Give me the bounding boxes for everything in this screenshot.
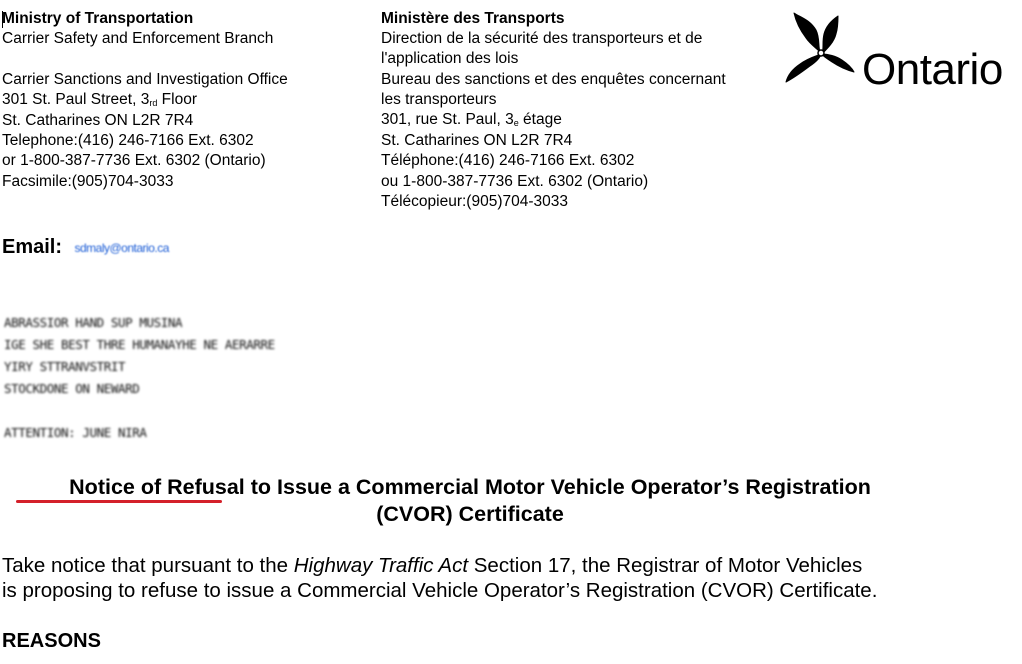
ministry-name-en: Ministry of Transportation [2,10,194,27]
branch-name-fr-2: l'application des lois [381,50,519,68]
red-underline-annotation [16,500,222,503]
fax-fr: Télécopieur:(905)704-3033 [381,192,568,210]
notice-body-paragraph [2,553,1012,603]
street-address-fr: 301, rue St. Paul, 3e étage [381,111,562,129]
notice-title-line-2: (CVOR) Certificate [376,502,564,526]
branch-name-fr-1: Direction de la sécurité des transporteurs et de [381,30,703,48]
telephone-en: Telephone:(416) 246-7166 Ext. 6302 [2,132,254,150]
ministry-french-block [381,9,726,212]
act-name: Highway Traffic Act [293,554,469,577]
office-name-fr-1: Bureau des sanctions et des enquêtes concernant [381,70,726,88]
fax-en: Facsimile:(905)704-3033 [2,172,174,190]
city-address-en: St. Catharines ON L2R 7R4 [2,112,194,129]
email-label: Email: [2,236,63,258]
recipient-line-1: ABRASSIOR HAND SUP MUSINA [4,315,183,330]
body-line-2: is proposing to refuse to issue a Commercial Vehicle Operator’s Registration (CVOR) Certificate. [2,579,878,602]
notice-title-line-1: Notice of Refusal to Issue a Commercial Motor Vehicle Operator’s Registration [69,475,871,499]
branch-name-en: Carrier Safety and Enforcement Branch [2,30,274,48]
street-address-en: 301 St. Paul Street, 3rd Floor [2,90,197,108]
ministry-english-block [2,9,288,192]
ontario-logo-text: Ontario [862,45,1003,94]
recipient-address-block [4,312,275,444]
city-address-fr: St. Catharines ON L2R 7R4 [381,132,573,150]
reasons-heading: REASONS [2,630,101,652]
email-row [2,236,169,262]
office-name-fr-2: les transporteurs [381,90,497,108]
telephone-fr: Téléphone:(416) 246-7166 Ext. 6302 [381,152,635,170]
tollfree-en: or 1-800-387-7736 Ext. 6302 (Ontario) [2,152,266,170]
recipient-attention: ATTENTION: JUNE NIRA [4,425,147,440]
ministry-name-fr: Ministère des Transports [381,10,565,27]
notice-title-highlight: Notice of Refusal [69,475,245,499]
office-name-en: Carrier Sanctions and Investigation Office [2,70,288,88]
body-line-1: Take notice that pursuant to the Highway Traffic Act Section 17, the Registrar of Motor Vehicles [2,554,863,577]
tollfree-fr: ou 1-800-387-7736 Ext. 6302 (Ontario) [381,172,649,190]
email-address-link[interactable]: sdmaly@ontario.ca [74,240,169,255]
recipient-line-3: YIRY STTRANVSTRIT [4,359,126,374]
recipient-line-2: IGE SHE BEST THRE HUMANAYHE NE AERARRE [4,337,275,352]
recipient-line-4: STOCKDONE ON NEWARD [4,381,140,396]
